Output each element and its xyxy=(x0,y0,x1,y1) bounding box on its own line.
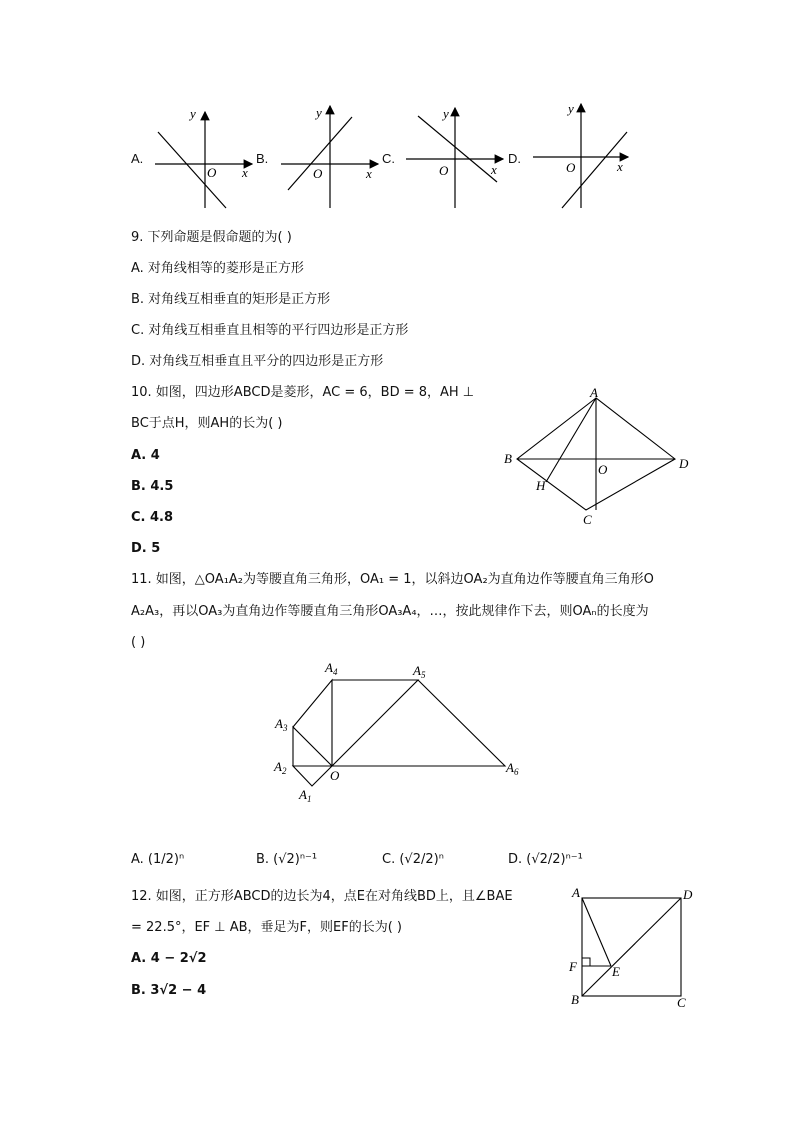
q8-b-origin: O xyxy=(313,166,323,181)
q8-b-x-label: x xyxy=(366,166,372,181)
q8-b-y-label: y xyxy=(316,105,322,120)
q12-option-a: A. 4 − 2√2 xyxy=(131,951,207,966)
q11-spiral-figure xyxy=(260,655,540,815)
q10-label-c: C xyxy=(583,512,592,527)
q12-label-d: D xyxy=(683,887,693,902)
q10-label-h: H xyxy=(536,478,546,493)
q12-stem-line2: = 22.5°，EF ⊥ AB，垂足为F，则EF的长为( ) xyxy=(131,920,403,935)
q8-a-x-label: x xyxy=(242,165,248,180)
q10-option-d: D. 5 xyxy=(131,541,161,556)
q10-label-d: D xyxy=(679,456,689,471)
q9-stem: 9. 下列命题是假命题的为( ) xyxy=(131,230,292,245)
q8-graph-d xyxy=(533,101,628,208)
q11-label-a4: $A_4$ xyxy=(325,660,338,677)
q8-label-b: B. xyxy=(256,151,269,166)
q8-a-y-label: y xyxy=(190,106,196,121)
q8-c-y-label: y xyxy=(443,106,449,121)
q9-option-d: D. 对角线互相垂直且平分的四边形是正方形 xyxy=(131,354,384,369)
q12-stem-line1: 12. 如图，正方形ABCD的边长为4，点E在对角线BD上，且∠BAE xyxy=(131,889,513,904)
q9-option-b: B. 对角线互相垂直的矩形是正方形 xyxy=(131,292,331,307)
q12-label-a: A xyxy=(572,885,580,900)
q8-d-x-label: x xyxy=(617,159,623,174)
q11-option-d: D. (√2/2)ⁿ⁻¹ xyxy=(508,852,583,867)
q8-graph-c xyxy=(406,106,503,208)
q10-rhombus-figure xyxy=(490,380,710,530)
q10-label-o: O xyxy=(598,462,608,477)
q10-stem-line1: 10. 如图，四边形ABCD是菱形，AC = 6，BD = 8，AH ⊥ xyxy=(131,385,475,400)
q11-option-b: B. (√2)ⁿ⁻¹ xyxy=(256,852,318,867)
q10-option-c: C. 4.8 xyxy=(131,510,174,525)
q12-label-f: F xyxy=(569,959,577,974)
q10-stem-line2: BC于点H，则AH的长为( ) xyxy=(131,416,283,431)
q12-label-e: E xyxy=(612,964,620,979)
q8-c-origin: O xyxy=(439,163,449,178)
q11-label-a6: $A_6$ xyxy=(506,760,519,777)
q9-option-a: A. 对角线相等的菱形是正方形 xyxy=(131,261,304,276)
q11-label-a5: $A_5$ xyxy=(413,663,426,680)
q12-label-b: B xyxy=(571,992,579,1007)
q8-graphs-svg xyxy=(0,0,794,220)
q11-option-a: A. (1/2)ⁿ xyxy=(131,852,185,867)
q9-option-c: C. 对角线互相垂直且相等的平行四边形是正方形 xyxy=(131,323,409,338)
q10-option-a: A. 4 xyxy=(131,448,160,463)
q12-square-figure xyxy=(560,880,710,1015)
q11-label-o: O xyxy=(330,768,340,783)
q8-c-x-label: x xyxy=(491,162,497,177)
q11-stem-line1: 11. 如图，△OA₁A₂为等腰直角三角形，OA₁ = 1，以斜边OA₂为直角边作等腰直角三角形O xyxy=(131,572,654,587)
q11-stem-line3: ( ) xyxy=(131,635,146,650)
q12-option-b: B. 3√2 − 4 xyxy=(131,983,207,998)
q8-d-y-label: y xyxy=(568,101,574,116)
q8-graph-b xyxy=(281,105,378,208)
q11-label-a1: $A_1$ xyxy=(299,787,312,804)
q11-option-c: C. (√2/2)ⁿ xyxy=(382,852,444,867)
q12-label-c: C xyxy=(677,995,686,1010)
q8-label-a: A. xyxy=(131,151,144,166)
q8-label-c: C. xyxy=(382,151,395,166)
q8-label-d: D. xyxy=(508,151,521,166)
q11-label-a2: $A_2$ xyxy=(274,759,287,776)
q8-a-origin: O xyxy=(207,165,217,180)
q8-d-origin: O xyxy=(566,160,576,175)
q10-label-b: B xyxy=(504,451,512,466)
q10-label-a: A xyxy=(590,385,598,400)
q11-label-a3: $A_3$ xyxy=(275,716,288,733)
q11-stem-line2: A₂A₃，再以OA₃为直角边作等腰直角三角形OA₃A₄，…，按此规律作下去，则OAₙ的长度为 xyxy=(131,604,649,619)
q10-option-b: B. 4.5 xyxy=(131,479,174,494)
q8-graph-a xyxy=(155,106,252,208)
